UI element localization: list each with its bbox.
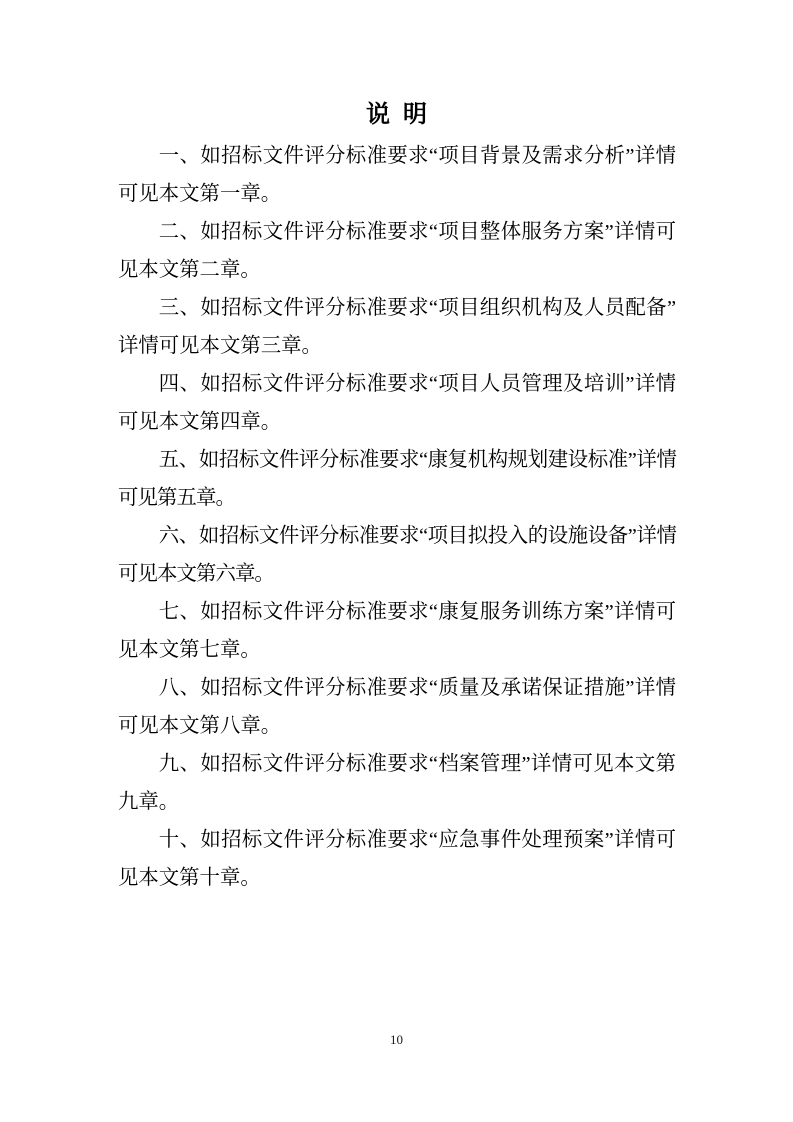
paragraph-6: 六、如招标文件评分标准要求“项目拟投入的设施设备”详情可见本文第六章。 (118, 525, 676, 585)
paragraph-3: 三、如招标文件评分标准要求“项目组织机构及人员配备”详情可见本文第三章。 (118, 297, 676, 357)
page-number: 10 (390, 1032, 403, 1047)
paragraph-10: 十、如招标文件评分标准要求“应急事件处理预案”详情可见本文第十章。 (118, 829, 676, 889)
paragraph-4: 四、如招标文件评分标准要求“项目人员管理及培训”详情可见本文第四章。 (118, 373, 676, 433)
paragraph-2: 二、如招标文件评分标准要求“项目整体服务方案”详情可见本文第二章。 (118, 221, 676, 281)
paragraph-8: 八、如招标文件评分标准要求“质量及承诺保证措施”详情可见本文第八章。 (118, 677, 676, 737)
paragraph-1: 一、如招标文件评分标准要求“项目背景及需求分析”详情可见本文第一章。 (118, 145, 676, 205)
paragraph-7: 七、如招标文件评分标准要求“康复服务训练方案”详情可见本文第七章。 (118, 601, 676, 661)
paragraph-5: 五、如招标文件评分标准要求“康复机构规划建设标准”详情可见第五章。 (118, 449, 676, 509)
document-title: 说 明 (366, 102, 428, 128)
document-content (118, 93, 676, 897)
paragraph-9: 九、如招标文件评分标准要求“档案管理”详情可见本文第九章。 (118, 753, 676, 813)
